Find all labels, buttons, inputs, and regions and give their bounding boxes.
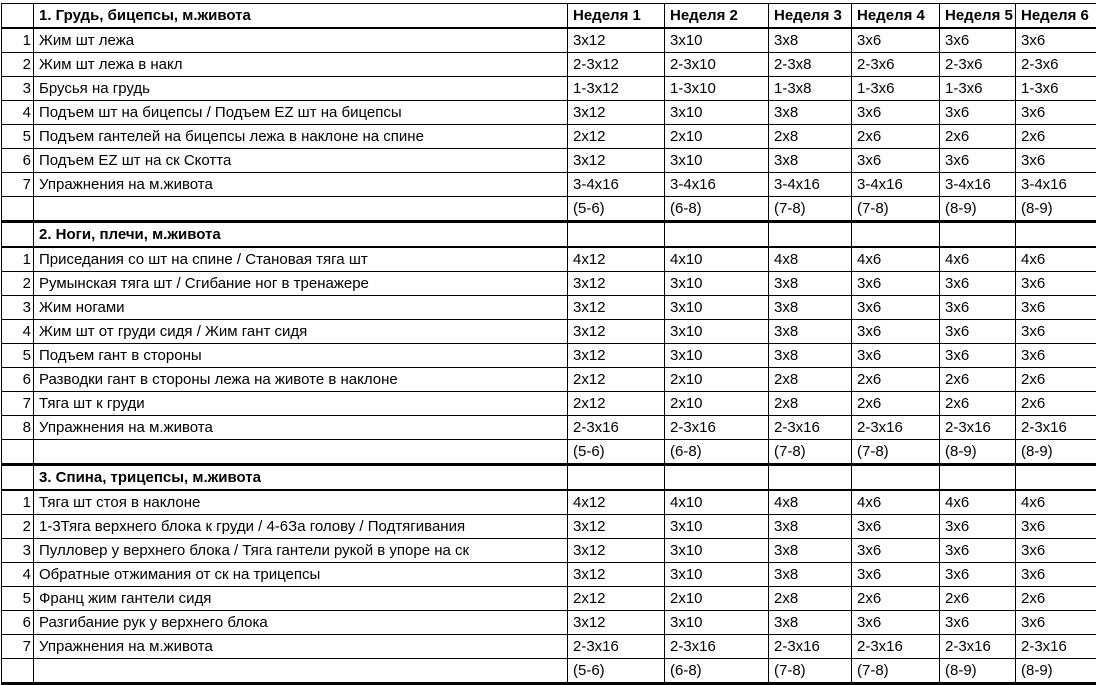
set-value: 2-3x6 bbox=[852, 53, 940, 77]
set-value: 4x12 bbox=[568, 490, 665, 515]
set-value: 2-3x16 bbox=[568, 635, 665, 659]
footer-value: (7-8) bbox=[769, 197, 852, 222]
table-row bbox=[2, 272, 1096, 296]
footer-number-cell bbox=[2, 659, 34, 684]
footer-value: (7-8) bbox=[852, 440, 940, 465]
set-value: 3x6 bbox=[940, 296, 1016, 320]
set-value: 3x6 bbox=[940, 515, 1016, 539]
table-row bbox=[2, 635, 1096, 659]
set-value: 1-3x6 bbox=[852, 77, 940, 101]
footer-value: (8-9) bbox=[940, 197, 1016, 222]
week-header-cell bbox=[665, 222, 769, 248]
set-value: 1-3x6 bbox=[940, 77, 1016, 101]
set-value: 3x10 bbox=[665, 28, 769, 53]
week-header-cell bbox=[665, 465, 769, 491]
set-value: 2x8 bbox=[769, 587, 852, 611]
set-value: 2-3x16 bbox=[769, 635, 852, 659]
set-value: 3x6 bbox=[940, 611, 1016, 635]
set-value: 2-3x16 bbox=[852, 416, 940, 440]
table-row bbox=[2, 344, 1096, 368]
row-number: 3 bbox=[2, 539, 34, 563]
footer-value: (7-8) bbox=[852, 197, 940, 222]
exercise-name: Подъем гантелей на бицепсы лежа в наклоне на спине bbox=[34, 125, 568, 149]
set-value: 2x6 bbox=[1016, 392, 1096, 416]
footer-exercise-cell bbox=[34, 440, 568, 465]
set-value: 3x10 bbox=[665, 272, 769, 296]
set-value: 2x6 bbox=[852, 587, 940, 611]
footer-value: (8-9) bbox=[940, 659, 1016, 684]
set-value: 2x12 bbox=[568, 392, 665, 416]
table-row bbox=[2, 101, 1096, 125]
set-value: 2-3x16 bbox=[665, 416, 769, 440]
table-row bbox=[2, 392, 1096, 416]
set-value: 3x6 bbox=[1016, 611, 1096, 635]
set-value: 3x8 bbox=[769, 563, 852, 587]
set-value: 3x6 bbox=[1016, 101, 1096, 125]
section-title: 1. Грудь, бицепсы, м.живота bbox=[34, 4, 568, 29]
footer-value: (5-6) bbox=[568, 440, 665, 465]
set-value: 3x6 bbox=[852, 101, 940, 125]
set-value: 4x6 bbox=[940, 490, 1016, 515]
table-row bbox=[2, 320, 1096, 344]
set-value: 3-4x16 bbox=[1016, 173, 1096, 197]
set-value: 3x12 bbox=[568, 320, 665, 344]
set-value: 2x12 bbox=[568, 587, 665, 611]
set-value: 1-3x6 bbox=[1016, 77, 1096, 101]
set-value: 2x12 bbox=[568, 368, 665, 392]
set-value: 2-3x12 bbox=[568, 53, 665, 77]
set-value: 3-4x16 bbox=[665, 173, 769, 197]
set-value: 1-3x8 bbox=[769, 77, 852, 101]
set-value: 3x10 bbox=[665, 149, 769, 173]
table-row bbox=[2, 173, 1096, 197]
exercise-name: Тяга шт к груди bbox=[34, 392, 568, 416]
footer-value: (7-8) bbox=[852, 659, 940, 684]
week-header-cell bbox=[769, 222, 852, 248]
exercise-name: Франц жим гантели сидя bbox=[34, 587, 568, 611]
set-value: 2x6 bbox=[940, 392, 1016, 416]
set-value: 3x6 bbox=[940, 149, 1016, 173]
set-value: 3x6 bbox=[940, 28, 1016, 53]
footer-value: (8-9) bbox=[1016, 659, 1096, 684]
set-value: 2-3x8 bbox=[769, 53, 852, 77]
set-value: 4x10 bbox=[665, 490, 769, 515]
set-value: 3x12 bbox=[568, 272, 665, 296]
table-row bbox=[2, 53, 1096, 77]
set-value: 3x6 bbox=[852, 28, 940, 53]
set-value: 4x12 bbox=[568, 247, 665, 272]
set-value: 3x8 bbox=[769, 515, 852, 539]
set-value: 3x8 bbox=[769, 611, 852, 635]
set-value: 3x6 bbox=[1016, 515, 1096, 539]
table-row bbox=[2, 515, 1096, 539]
table-row bbox=[2, 28, 1096, 53]
set-value: 2-3x16 bbox=[769, 416, 852, 440]
set-value: 2-3x10 bbox=[665, 53, 769, 77]
exercise-name: Разводки гант в стороны лежа на животе в наклоне bbox=[34, 368, 568, 392]
row-number: 1 bbox=[2, 247, 34, 272]
set-value: 2-3x16 bbox=[940, 416, 1016, 440]
table-row bbox=[2, 587, 1096, 611]
set-value: 3x6 bbox=[940, 563, 1016, 587]
set-value: 3x12 bbox=[568, 515, 665, 539]
set-value: 2x6 bbox=[1016, 587, 1096, 611]
set-value: 3x6 bbox=[1016, 272, 1096, 296]
set-value: 3x8 bbox=[769, 272, 852, 296]
set-value: 3x10 bbox=[665, 515, 769, 539]
set-value: 3x8 bbox=[769, 101, 852, 125]
set-value: 2-3x16 bbox=[852, 635, 940, 659]
set-value: 2-3x6 bbox=[1016, 53, 1096, 77]
row-number: 6 bbox=[2, 611, 34, 635]
set-value: 3x6 bbox=[852, 344, 940, 368]
set-value: 2-3x16 bbox=[568, 416, 665, 440]
table-row bbox=[2, 563, 1096, 587]
set-value: 3x6 bbox=[852, 611, 940, 635]
footer-exercise-cell bbox=[34, 659, 568, 684]
footer-value: (7-8) bbox=[769, 440, 852, 465]
set-value: 2-3x16 bbox=[1016, 416, 1096, 440]
week-header-cell bbox=[568, 465, 665, 491]
row-number: 3 bbox=[2, 77, 34, 101]
exercise-name: Разгибание рук у верхнего блока bbox=[34, 611, 568, 635]
table-row bbox=[2, 368, 1096, 392]
set-value: 3x10 bbox=[665, 296, 769, 320]
set-value: 2x8 bbox=[769, 392, 852, 416]
footer-number-cell bbox=[2, 440, 34, 465]
table-row bbox=[2, 247, 1096, 272]
set-value: 1-3x12 bbox=[568, 77, 665, 101]
set-value: 3x10 bbox=[665, 611, 769, 635]
exercise-name: Упражнения на м.живота bbox=[34, 635, 568, 659]
set-value: 3x6 bbox=[852, 149, 940, 173]
row-number: 6 bbox=[2, 149, 34, 173]
table-row bbox=[2, 539, 1096, 563]
set-value: 3x12 bbox=[568, 149, 665, 173]
set-value: 3x10 bbox=[665, 101, 769, 125]
exercise-name: 1-3Тяга верхнего блока к груди / 4-6За голову / Подтягивания bbox=[34, 515, 568, 539]
set-value: 2x6 bbox=[852, 368, 940, 392]
set-value: 4x10 bbox=[665, 247, 769, 272]
set-value: 4x6 bbox=[852, 247, 940, 272]
week-header-cell: Неделя 3 bbox=[769, 4, 852, 29]
week-header-cell bbox=[769, 465, 852, 491]
footer-value: (6-8) bbox=[665, 440, 769, 465]
week-header-cell bbox=[940, 222, 1016, 248]
set-value: 3x12 bbox=[568, 611, 665, 635]
section-header-row bbox=[2, 465, 1096, 491]
set-value: 3x6 bbox=[852, 296, 940, 320]
set-value: 3x6 bbox=[940, 539, 1016, 563]
set-value: 3x6 bbox=[852, 272, 940, 296]
set-value: 2x6 bbox=[940, 587, 1016, 611]
table-row bbox=[2, 490, 1096, 515]
exercise-name: Жим шт лежа bbox=[34, 28, 568, 53]
section-title: 3. Спина, трицепсы, м.живота bbox=[34, 465, 568, 491]
week-header-cell bbox=[852, 465, 940, 491]
section-header-row bbox=[2, 4, 1096, 29]
footer-value: (5-6) bbox=[568, 197, 665, 222]
workout-table bbox=[1, 3, 1096, 685]
set-value: 3x6 bbox=[1016, 149, 1096, 173]
footer-value: (5-6) bbox=[568, 659, 665, 684]
section-footer-row bbox=[2, 197, 1096, 222]
set-value: 3x6 bbox=[852, 320, 940, 344]
workout-table-body bbox=[2, 4, 1096, 684]
section-header-row bbox=[2, 222, 1096, 248]
exercise-name: Брусья на грудь bbox=[34, 77, 568, 101]
set-value: 2x10 bbox=[665, 392, 769, 416]
row-number: 7 bbox=[2, 392, 34, 416]
set-value: 3x12 bbox=[568, 344, 665, 368]
exercise-name: Обратные отжимания от ск на трицепсы bbox=[34, 563, 568, 587]
row-number: 5 bbox=[2, 587, 34, 611]
row-number: 2 bbox=[2, 515, 34, 539]
set-value: 3-4x16 bbox=[852, 173, 940, 197]
set-value: 2-3x6 bbox=[940, 53, 1016, 77]
row-number: 2 bbox=[2, 53, 34, 77]
set-value: 2x6 bbox=[940, 368, 1016, 392]
set-value: 3x6 bbox=[852, 515, 940, 539]
set-value: 2x10 bbox=[665, 587, 769, 611]
table-row bbox=[2, 296, 1096, 320]
set-value: 3x12 bbox=[568, 101, 665, 125]
week-header-cell bbox=[1016, 465, 1096, 491]
set-value: 1-3x10 bbox=[665, 77, 769, 101]
section-footer-row bbox=[2, 659, 1096, 684]
row-number: 4 bbox=[2, 320, 34, 344]
section-footer-row bbox=[2, 440, 1096, 465]
footer-value: (8-9) bbox=[1016, 440, 1096, 465]
exercise-name: Румынская тяга шт / Сгибание ног в тренажере bbox=[34, 272, 568, 296]
footer-exercise-cell bbox=[34, 197, 568, 222]
set-value: 3x8 bbox=[769, 539, 852, 563]
set-value: 3-4x16 bbox=[940, 173, 1016, 197]
set-value: 2x10 bbox=[665, 125, 769, 149]
set-value: 3x10 bbox=[665, 539, 769, 563]
footer-value: (8-9) bbox=[940, 440, 1016, 465]
set-value: 4x6 bbox=[940, 247, 1016, 272]
set-value: 3x6 bbox=[852, 563, 940, 587]
table-row bbox=[2, 611, 1096, 635]
set-value: 3-4x16 bbox=[568, 173, 665, 197]
section-number-cell bbox=[2, 222, 34, 248]
exercise-name: Пулловер у верхнего блока / Тяга гантели рукой в упоре на ск bbox=[34, 539, 568, 563]
set-value: 4x6 bbox=[1016, 247, 1096, 272]
row-number: 7 bbox=[2, 635, 34, 659]
set-value: 3x10 bbox=[665, 563, 769, 587]
row-number: 1 bbox=[2, 28, 34, 53]
set-value: 3x6 bbox=[1016, 296, 1096, 320]
exercise-name: Тяга шт стоя в наклоне bbox=[34, 490, 568, 515]
set-value: 3-4x16 bbox=[769, 173, 852, 197]
set-value: 3x6 bbox=[852, 539, 940, 563]
footer-value: (6-8) bbox=[665, 197, 769, 222]
set-value: 3x12 bbox=[568, 28, 665, 53]
exercise-name: Жим шт лежа в накл bbox=[34, 53, 568, 77]
exercise-name: Приседания со шт на спине / Становая тяга шт bbox=[34, 247, 568, 272]
table-row bbox=[2, 149, 1096, 173]
set-value: 2x6 bbox=[852, 125, 940, 149]
row-number: 4 bbox=[2, 563, 34, 587]
exercise-name: Упражнения на м.живота bbox=[34, 173, 568, 197]
row-number: 4 bbox=[2, 101, 34, 125]
set-value: 4x6 bbox=[1016, 490, 1096, 515]
table-row bbox=[2, 125, 1096, 149]
row-number: 6 bbox=[2, 368, 34, 392]
week-header-cell: Неделя 4 bbox=[852, 4, 940, 29]
set-value: 2x6 bbox=[1016, 368, 1096, 392]
footer-value: (6-8) bbox=[665, 659, 769, 684]
exercise-name: Упражнения на м.живота bbox=[34, 416, 568, 440]
row-number: 3 bbox=[2, 296, 34, 320]
set-value: 3x8 bbox=[769, 296, 852, 320]
set-value: 3x8 bbox=[769, 320, 852, 344]
section-title: 2. Ноги, плечи, м.живота bbox=[34, 222, 568, 248]
set-value: 4x8 bbox=[769, 247, 852, 272]
set-value: 2-3x16 bbox=[1016, 635, 1096, 659]
week-header-cell bbox=[568, 222, 665, 248]
row-number: 2 bbox=[2, 272, 34, 296]
row-number: 7 bbox=[2, 173, 34, 197]
set-value: 2x8 bbox=[769, 368, 852, 392]
exercise-name: Жим ногами bbox=[34, 296, 568, 320]
set-value: 3x6 bbox=[940, 320, 1016, 344]
exercise-name: Подъем EZ шт на ск Скотта bbox=[34, 149, 568, 173]
week-header-cell bbox=[940, 465, 1016, 491]
footer-value: (7-8) bbox=[769, 659, 852, 684]
week-header-cell: Неделя 2 bbox=[665, 4, 769, 29]
week-header-cell bbox=[1016, 222, 1096, 248]
set-value: 3x6 bbox=[940, 344, 1016, 368]
week-header-cell: Неделя 5 bbox=[940, 4, 1016, 29]
set-value: 3x6 bbox=[1016, 320, 1096, 344]
set-value: 2-3x16 bbox=[940, 635, 1016, 659]
set-value: 3x6 bbox=[940, 272, 1016, 296]
set-value: 3x12 bbox=[568, 296, 665, 320]
set-value: 2x6 bbox=[940, 125, 1016, 149]
week-header-cell bbox=[852, 222, 940, 248]
set-value: 3x10 bbox=[665, 344, 769, 368]
set-value: 2-3x16 bbox=[665, 635, 769, 659]
table-row bbox=[2, 77, 1096, 101]
row-number: 5 bbox=[2, 125, 34, 149]
row-number: 8 bbox=[2, 416, 34, 440]
set-value: 4x8 bbox=[769, 490, 852, 515]
row-number: 1 bbox=[2, 490, 34, 515]
footer-number-cell bbox=[2, 197, 34, 222]
section-number-cell bbox=[2, 4, 34, 29]
row-number: 5 bbox=[2, 344, 34, 368]
week-header-cell: Неделя 6 bbox=[1016, 4, 1096, 29]
table-row bbox=[2, 416, 1096, 440]
exercise-name: Подъем гант в стороны bbox=[34, 344, 568, 368]
set-value: 2x12 bbox=[568, 125, 665, 149]
set-value: 3x12 bbox=[568, 539, 665, 563]
exercise-name: Жим шт от груди сидя / Жим гант сидя bbox=[34, 320, 568, 344]
set-value: 2x8 bbox=[769, 125, 852, 149]
set-value: 3x8 bbox=[769, 149, 852, 173]
set-value: 2x6 bbox=[1016, 125, 1096, 149]
set-value: 3x6 bbox=[1016, 344, 1096, 368]
set-value: 3x10 bbox=[665, 320, 769, 344]
section-number-cell bbox=[2, 465, 34, 491]
set-value: 3x6 bbox=[1016, 539, 1096, 563]
set-value: 3x6 bbox=[940, 101, 1016, 125]
set-value: 2x6 bbox=[852, 392, 940, 416]
set-value: 3x8 bbox=[769, 28, 852, 53]
set-value: 3x6 bbox=[1016, 563, 1096, 587]
set-value: 3x8 bbox=[769, 344, 852, 368]
footer-value: (8-9) bbox=[1016, 197, 1096, 222]
set-value: 4x6 bbox=[852, 490, 940, 515]
week-header-cell: Неделя 1 bbox=[568, 4, 665, 29]
set-value: 3x6 bbox=[1016, 28, 1096, 53]
set-value: 3x12 bbox=[568, 563, 665, 587]
exercise-name: Подъем шт на бицепсы / Подъем EZ шт на бицепсы bbox=[34, 101, 568, 125]
set-value: 2x10 bbox=[665, 368, 769, 392]
